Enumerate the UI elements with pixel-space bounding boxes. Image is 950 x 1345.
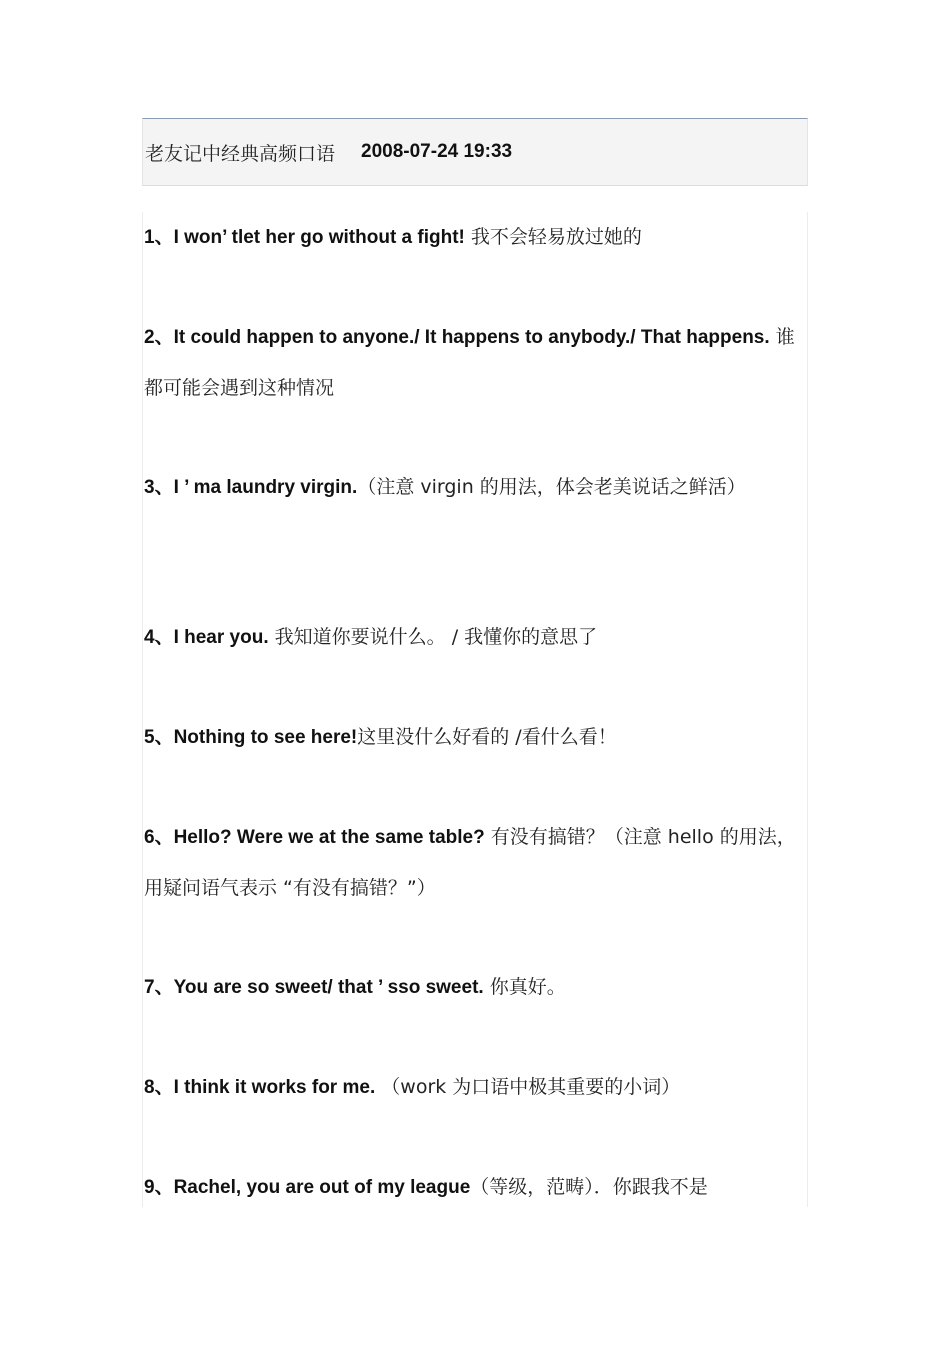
entry-english: You are so sweet/ that ’ sso sweet. xyxy=(173,977,484,998)
entry-number: 7、 xyxy=(144,977,174,998)
post-header-card xyxy=(142,118,808,186)
entry-number: 1、 xyxy=(144,227,174,248)
entry-english: Hello? Were we at the same table? xyxy=(173,827,485,848)
entry-number: 9、 xyxy=(144,1177,174,1198)
phrase-entry-6 xyxy=(144,812,808,913)
entry-english: I won’ tlet her go without a fight! xyxy=(173,227,465,248)
post-date: 2008-07-24 19:33 xyxy=(361,141,513,162)
entry-number: 2、 xyxy=(144,327,174,348)
entry-chinese: （work 为口语中极其重要的小词） xyxy=(375,1076,681,1098)
entry-english: Nothing to see here! xyxy=(173,727,358,748)
phrase-entry-5 xyxy=(144,712,808,763)
entry-english: It could happen to anyone./ It happens to anybody./ That happens. xyxy=(173,327,770,348)
entry-chinese: 谁都可能会遇到这种情况 xyxy=(144,326,795,399)
entry-chinese: （注意 virgin 的用法，体会老美说话之鲜活） xyxy=(357,476,746,498)
entry-english: I ’ ma laundry virgin. xyxy=(173,477,358,498)
entry-chinese: 我知道你要说什么。 / 我懂你的意思了 xyxy=(268,626,598,648)
entry-chinese: 有没有搞错？（注意 hello 的用法，用疑问语气表示 “有没有搞错？”） xyxy=(144,826,796,899)
entry-number: 4、 xyxy=(144,627,174,648)
phrase-entry-9 xyxy=(144,1162,808,1213)
entry-chinese: 你真好。 xyxy=(483,976,566,998)
entry-chinese: （等级，范畴）．你跟我不是 xyxy=(470,1176,708,1198)
post-content xyxy=(142,212,808,1207)
entry-english: I think it works for me. xyxy=(173,1077,376,1098)
entry-chinese: 我不会轻易放过她的 xyxy=(464,226,642,248)
entry-chinese: 这里没什么好看的 /看什么看！ xyxy=(357,726,617,748)
entry-english: Rachel, you are out of my league xyxy=(173,1177,471,1198)
phrase-entry-4 xyxy=(144,612,808,663)
post-title-bar xyxy=(142,118,808,186)
entry-number: 3、 xyxy=(144,477,174,498)
phrase-entry-8 xyxy=(144,1062,808,1113)
phrase-entry-2 xyxy=(144,312,808,413)
entry-number: 6、 xyxy=(144,827,174,848)
phrase-entry-1 xyxy=(144,212,808,263)
phrase-entry-7 xyxy=(144,962,808,1013)
entry-number: 8、 xyxy=(144,1077,174,1098)
post-title: 老友记中经典高频口语 xyxy=(145,142,336,165)
entry-number: 5、 xyxy=(144,727,174,748)
entry-english: I hear you. xyxy=(173,627,269,648)
phrase-entry-3 xyxy=(144,462,808,513)
